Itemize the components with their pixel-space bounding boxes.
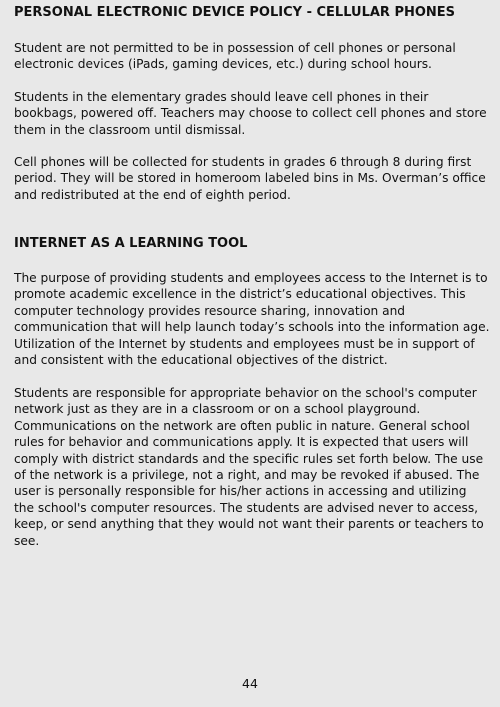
section-heading-internet: INTERNET AS A LEARNING TOOL: [14, 236, 248, 251]
page-number: 44: [242, 676, 258, 691]
paragraph-internet-purpose: The purpose of providing students and employees access to the Internet is to promote academic excellence in the district’s educational objectives. This computer technology provides resource sharing, innovation and communication that will help launch today’s schools into the information age. Utilization of the Internet by students and employees must be in support of and consistent with the educational objectives of the district.: [14, 271, 490, 368]
section-heading-cell-phones: PERSONAL ELECTRONIC DEVICE POLICY - CELLULAR PHONES: [14, 5, 456, 20]
paragraph-student-responsibility: Students are responsible for appropriate behavior on the school's computer network just as they are in a classroom or on a school playground. Communications on the network are often public in nature. General school rules for behavior and communications apply. It is expected that users will comply with district standards and the specific rules set forth below. The use of the network is a privilege, not a right, and may be revoked if abused. The user is personally responsible for his/her actions in accessing and utilizing the school's computer resources. The students are advised never to access, keep, or send anything that they would not want their parents or teachers to see.: [14, 386, 484, 548]
paragraph-grades-6-8: Cell phones will be collected for students in grades 6 through 8 during first period. They will be stored in homeroom labeled bins in Ms. Overman’s office and redistributed at the end of eighth period.: [14, 155, 486, 202]
paragraph-elementary-grades: Students in the elementary grades should leave cell phones in their bookbags, powered off. Teachers may choose to collect cell phones and store them in the classroom until dismissal.: [14, 90, 487, 137]
paragraph-possession-policy: Student are not permitted to be in possession of cell phones or personal electronic devices (iPads, gaming devices, etc.) during school hours.: [14, 41, 456, 72]
